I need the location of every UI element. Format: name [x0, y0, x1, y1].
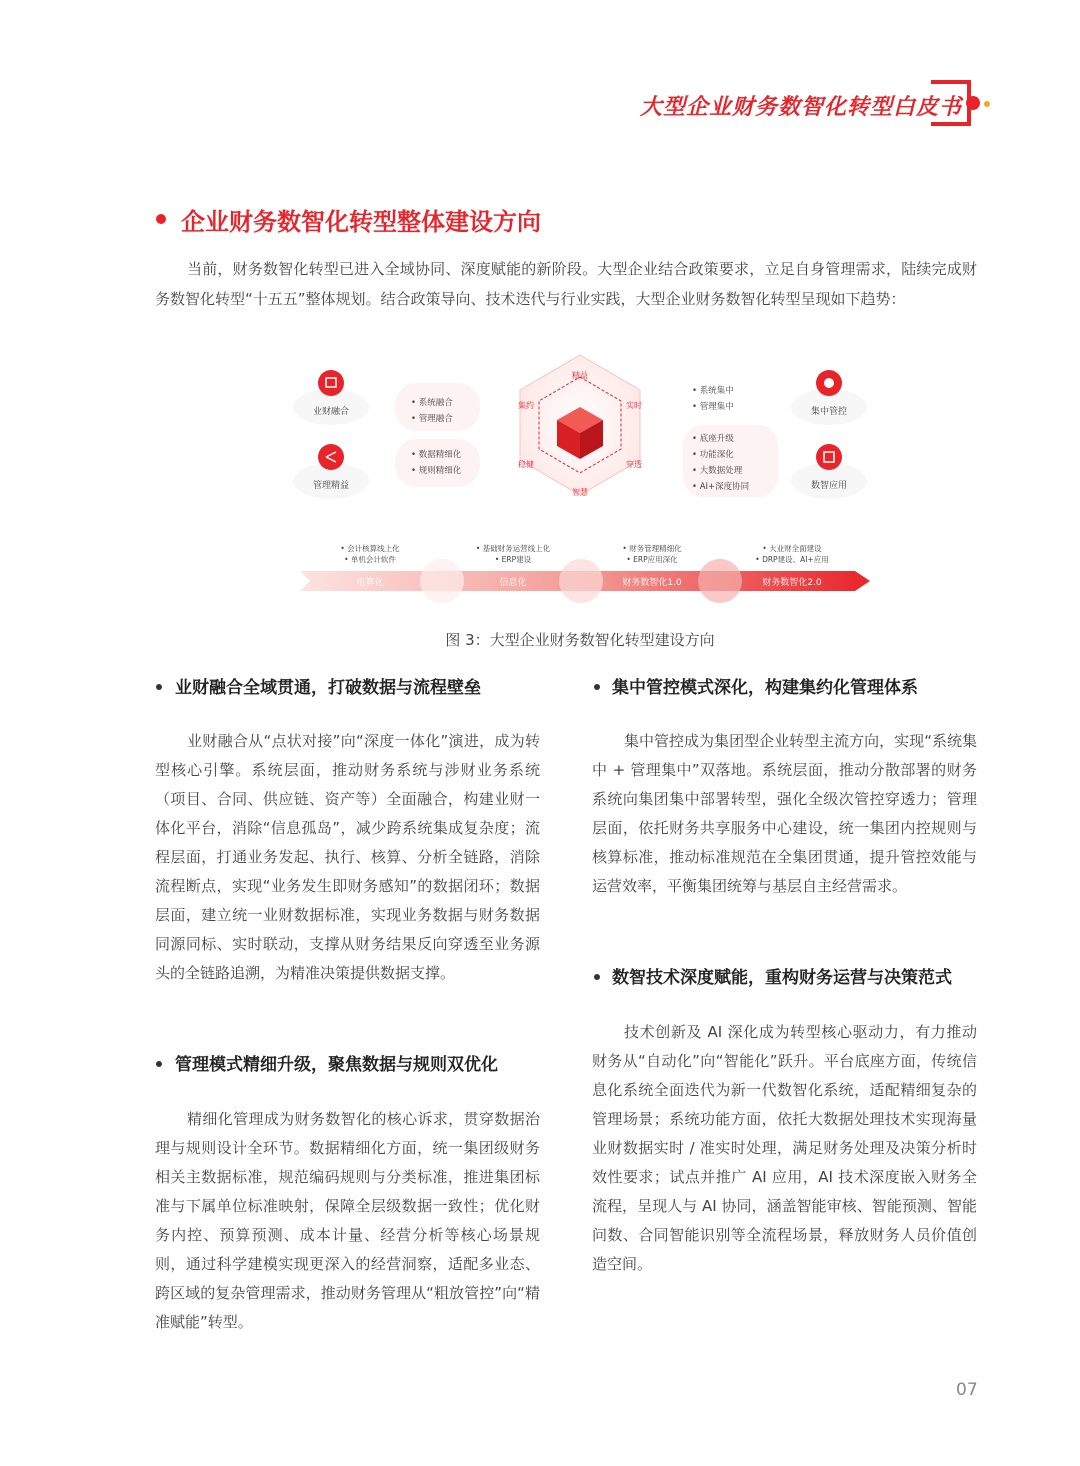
card-jizhong [791, 370, 867, 425]
stage-note-4a: • 大业财全面建设 [762, 544, 822, 553]
brand-title: 大型企业财务数智化转型白皮书 [640, 95, 963, 120]
left-paragraph-1: 业财融合从“点状对接”向“深度一体化”演进，成为转型核心引擎。系统层面，推动财务系统与涉财业务系统（项目、合同、供应链、资产等）全面融合，构建业财一体化平台，消除“信息孤岛”，减少跨系统集成复杂度；流程层面，打通业务发起、执行、核算、分析全链路，消除流程断点，实现“业务发生即财务感知”的数据闭环；数据层面，建立统一业财数据标准，实现业务数据与财务数据同源同标、实时联动，支撑从财务结果反向穿透至业务源头的全链路追溯，为精准决策提供数据支撑。 [155, 732, 540, 982]
right-paragraph-2: 技术创新及 AI 深化成为转型核心驱动力，有力推动财务从“自动化”向“智能化”跃升。平台底座方面，传统信息化系统全面迭代为新一代数智化系统，适配精细复杂的管理场景；系统功能方面，依托大数据处理技术实现海量业财数据实时 / 准实时处理，满足财务处理及决策分析时效性要求；试点并推广 AI 应用，AI 技术深度嵌入财务全流程，呈现人与 AI 协同，涵盖智能审核、智能预测、智能问数、合同智能识别等全流程场景，释放财务人员价值创造空间。 [592, 1023, 977, 1273]
stage-note-4b: • DRP建设、AI+应用 [755, 555, 829, 564]
stage-note-3b: • ERP应用深化 [626, 555, 678, 564]
left-bullet-1a: • 系统融合 [411, 398, 453, 408]
right-heading-2: 数智技术深度赋能，重构财务运营与决策范式 [612, 968, 952, 988]
figure-caption: 图 3：大型企业财务数智化转型建设方向 [445, 631, 715, 649]
stage-note-3a: • 财务管理精细化 [622, 544, 682, 553]
hex-label-top-right: 实时 [626, 401, 642, 410]
stage-label-2: 信息化 [499, 578, 527, 588]
right-bullet-2a: • 底座升级 [692, 434, 734, 444]
hex-label-bottom: 智慧 [572, 488, 588, 497]
card-guanli [293, 444, 369, 499]
bullet-icon [156, 1061, 162, 1067]
hex-label-bottom-right: 穿透 [626, 460, 642, 469]
left-bullet-2b: • 规则精细化 [411, 466, 462, 476]
stage-note-1a: • 会计核算线上化 [340, 544, 400, 553]
right-heading-1: 集中管控模式深化，构建集约化管理体系 [612, 678, 918, 698]
section-bullet-icon [156, 214, 166, 224]
right-bullet-2d: • AI+深度协同 [692, 482, 750, 492]
stage-label-1: 电算化 [356, 578, 384, 588]
brand-dot-icon [966, 96, 980, 110]
stage-4 [755, 543, 828, 588]
card-label-jizhong: 集中管控 [810, 407, 848, 417]
left-paragraph-2: 精细化管理成为财务数智化的核心诉求，贯穿数据治理与规则设计全环节。数据精细化方面，统一集团级财务相关主数据标准，规范编码规则与分类标准，推进集团标准与下属单位标准映射，保障全层级数据一致性；优化财务内控、预算预测、成本计量、经营分析等核心场景规则，通过科学建模实现更深入的经营洞察，适配多业态、跨区域的复杂管理需求，推动财务管理从“粗放管控”向“精准赋能”转型。 [155, 1110, 540, 1331]
left-heading-2: 管理模式精细升级，聚焦数据与规则双优化 [175, 1055, 498, 1075]
left-bullet-2a: • 数据精细化 [411, 450, 462, 460]
card-label-guanli: 管理精益 [312, 481, 350, 491]
right-bullet-2b: • 功能深化 [692, 450, 734, 460]
right-bullet-1a: • 系统集中 [692, 386, 734, 396]
page-number: 07 [956, 1380, 978, 1400]
card-label-yecai: 业财融合 [312, 407, 350, 417]
left-bullet-1b: • 管理融合 [411, 414, 453, 424]
bullet-icon [594, 974, 600, 980]
stage-note-2b: • ERP建设 [494, 555, 532, 564]
right-bullet-1b: • 管理集中 [692, 402, 734, 412]
stage-3 [622, 543, 682, 588]
brand-dot-small-icon [984, 101, 990, 107]
bullet-icon [594, 684, 600, 690]
right-paragraph-1: 集中管控成为集团型企业转型主流方向，实现“系统集中 + 管理集中”双落地。系统层面，推动分散部署的财务系统向集团集中部署转型，强化全级次管控穿透力；管理层面，依托财务共享服务中心建设，统一集团内控规则与核算标准，推动标准规范在全集团贯通，提升管控效能与运营效率，平衡集团统筹与基层自主经营需求。 [592, 732, 977, 895]
transformation-diagram [285, 345, 885, 615]
card-label-shuzhi: 数智应用 [810, 481, 848, 491]
right-bullet-2c: • 大数据处理 [692, 466, 743, 476]
stage-note-2a: • 基础财务运营线上化 [475, 544, 551, 553]
hex-label-top-left: 集约 [518, 401, 534, 410]
left-heading-1: 业财融合全域贯通，打破数据与流程壁垒 [175, 678, 481, 698]
hex-label-bottom-left: 稳健 [518, 460, 534, 469]
stage-note-1b: • 单机会计软件 [344, 555, 396, 564]
bullet-icon [156, 684, 162, 690]
card-yecai [293, 370, 369, 425]
section-title: 企业财务数智化转型整体建设方向 [181, 208, 541, 236]
hex-label-top: 精益 [572, 371, 588, 380]
intro-paragraph: 当前，财务数智化转型已进入全域协同、深度赋能的新阶段。大型企业结合政策要求，立足自身管理需求，陆续完成财务数智化转型“十五五”整体规划。结合政策导向、技术迭代与行业实践，大型企业财务数智化转型呈现如下趋势： [155, 260, 977, 308]
card-shuzhi [791, 444, 867, 499]
stage-label-4: 财务数智化2.0 [762, 578, 822, 588]
stage-label-3: 财务数智化1.0 [622, 578, 682, 588]
